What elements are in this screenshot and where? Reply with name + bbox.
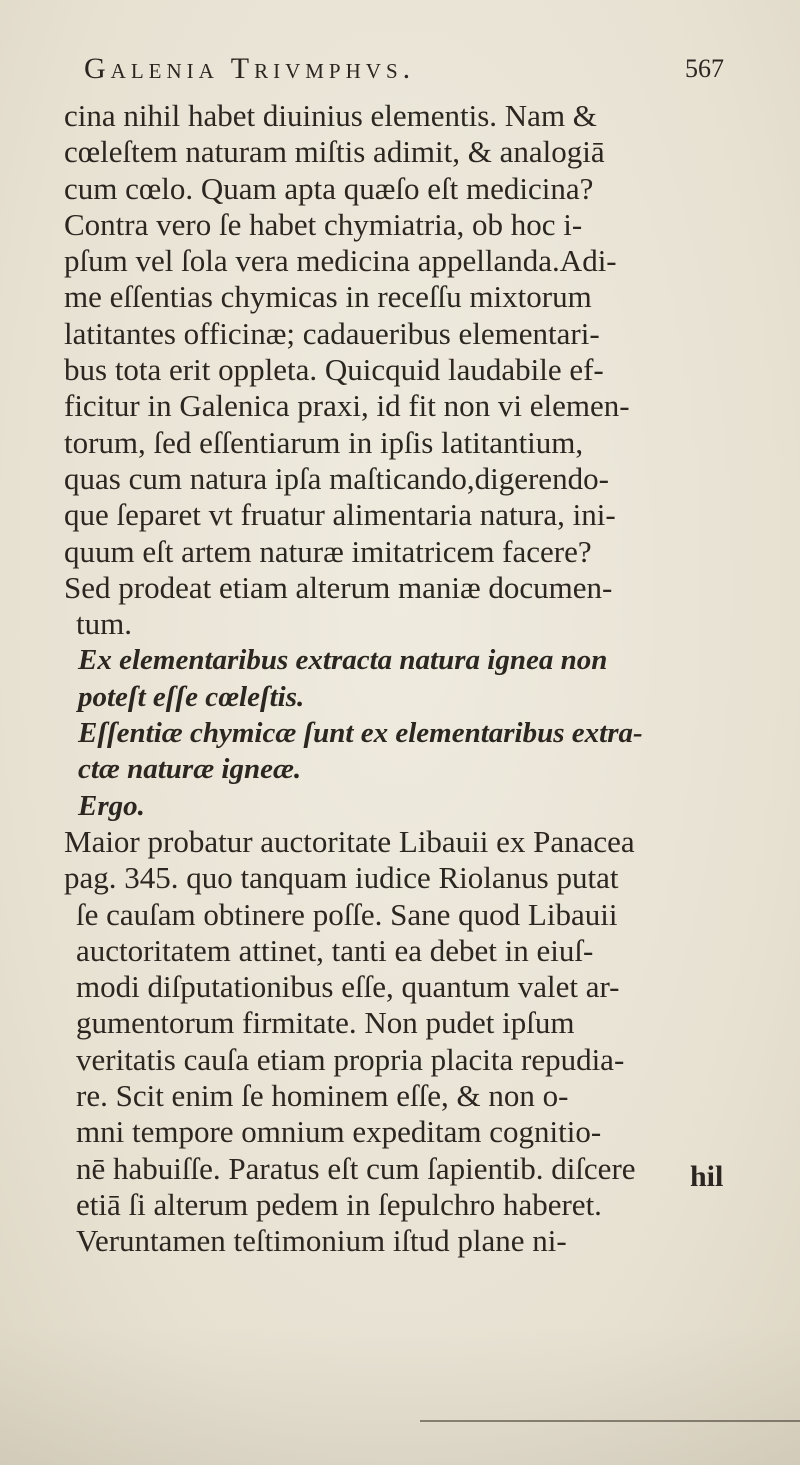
syllogism-conclusion: Ergo. [78, 789, 145, 822]
text-line: nē habuiſſe. Paratus eſt cum ſapientib. diſcere [76, 1150, 636, 1186]
text-line: veritatis cauſa etiam propria placita repudia- [76, 1041, 625, 1077]
text-line: Maior probatur auctoritate Libauii ex Panacea [64, 823, 635, 859]
catchword: hil [690, 1160, 724, 1193]
page-edge-shadow [0, 1325, 800, 1465]
syllogism-minor: Eſſentiæ chymicæ ſunt ex elementaribus extra- [78, 717, 643, 750]
text-line: que ſeparet vt fruatur alimentaria natura, ini- [64, 497, 616, 533]
text-line: cœleſtem naturam miſtis adimit, & analogiā [64, 134, 605, 170]
text-line: cum cœlo. Quam apta quæſo eſt medicina? [64, 170, 594, 206]
page-edge-line [420, 1420, 800, 1422]
syllogism-major: Ex elementaribus extracta natura ignea non [78, 644, 608, 677]
text-line: quas cum natura ipſa maſticando,digerendo- [64, 460, 609, 496]
running-head: Galenia Trivmphvs. [84, 52, 416, 85]
text-line: pag. 345. quo tanquam iudice Riolanus putat [64, 860, 619, 896]
text-line: Veruntamen teſtimonium iſtud plane ni- [76, 1223, 567, 1259]
page-number: 567 [685, 54, 724, 83]
text-line: me eſſentias chymicas in receſſu mixtorum [64, 279, 592, 315]
text-line: latitantes officinæ; cadaueribus elementari- [64, 315, 600, 351]
text-line: quum eſt artem naturæ imitatricem facere? [64, 533, 592, 569]
syllogism-minor-cont: ctæ naturæ igneæ. [78, 753, 302, 786]
text-line: auctoritatem attinet, tanti ea debet in eiuſ- [76, 932, 594, 968]
text-line: tum. [76, 606, 132, 642]
text-line: gumentorum firmitate. Non pudet ipſum [76, 1005, 575, 1041]
page-header [84, 52, 724, 92]
text-line: modi diſputationibus eſſe, quantum valet ar- [76, 969, 620, 1005]
text-line: etiā ſi alterum pedem in ſepulchro haberet. [76, 1186, 602, 1222]
text-line: re. Scit enim ſe hominem eſſe, & non o- [76, 1078, 569, 1114]
text-line: ſe cauſam obtinere poſſe. Sane quod Libauii [76, 896, 618, 932]
text-line: cina nihil habet diuinius elementis. Nam & [64, 98, 597, 133]
syllogism-major-cont: poteſt eſſe cœleſtis. [78, 680, 305, 713]
text-line: pſum vel ſola vera medicina appellanda.Adi- [64, 243, 617, 279]
body-text [62, 98, 762, 1260]
text-line: mni tempore omnium expeditam cognitio- [76, 1114, 602, 1150]
text-line: Sed prodeat etiam alterum maniæ documen- [64, 569, 613, 605]
text-line: ficitur in Galenica praxi, id fit non vi elemen- [64, 388, 630, 424]
text-line: bus tota erit oppleta. Quicquid laudabile ef- [64, 352, 604, 388]
text-line: Contra vero ſe habet chymiatria, ob hoc i- [64, 206, 583, 242]
text-line: torum, ſed eſſentiarum in ipſis latitantium, [64, 424, 584, 460]
